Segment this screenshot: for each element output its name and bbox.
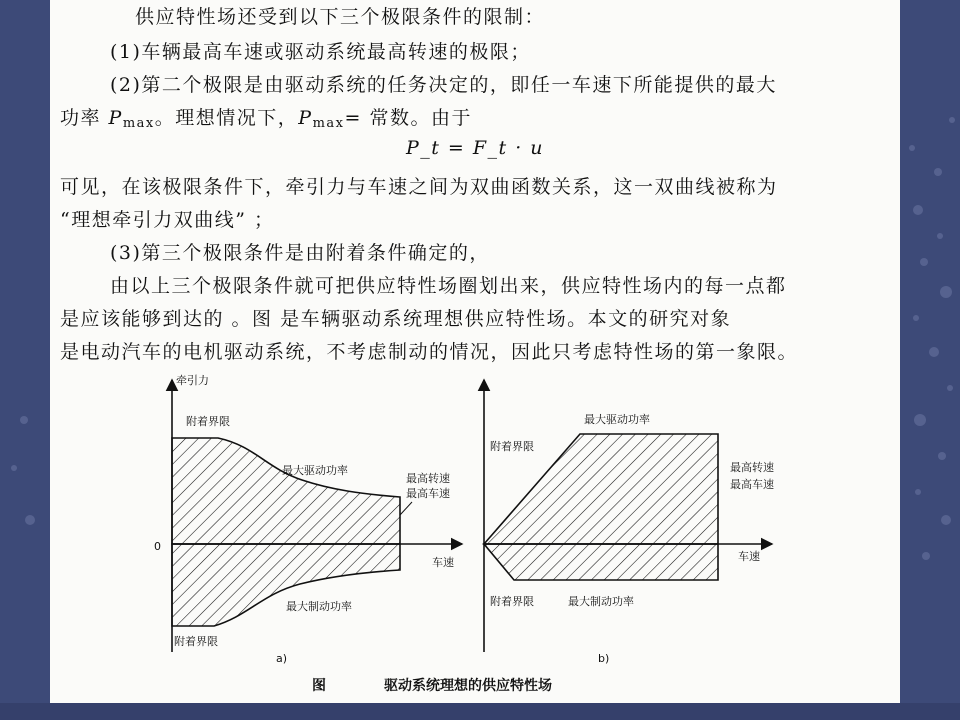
text-line-9: 由以上三个极限条件就可把供应特性场圈划出来，供应特性场内的每一点都 (110, 275, 787, 297)
text-line-10: 是应该能够到达的 。图 是车辆驱动系统理想供应特性场。本文的研究对象 (60, 308, 732, 330)
figure-caption-prefix: 图 (312, 678, 326, 694)
figure-a-sub-label: a) (276, 652, 288, 665)
figure-a-y-axis-label: 牵引力 (176, 374, 209, 387)
text-line-1: 供应特性场还受到以下三个极限条件的限制： (135, 6, 546, 28)
figure-a-adhesion-top-label: 附着界限 (186, 415, 230, 428)
figure-a-max-speed-label-2: 最高车速 (406, 487, 450, 500)
pmax-subscript: max (122, 116, 155, 131)
figure-a-max-drive-power-label: 最大驱动功率 (282, 464, 348, 477)
text-line-3: (2)第二个极限是由驱动系统的任务决定的，即任一车速下所能提供的最大 (110, 74, 777, 96)
figure-a-brake-region (172, 544, 400, 626)
figure-b-max-speed-label-2: 最高车速 (730, 478, 774, 491)
figure-b-brake-region (484, 544, 718, 580)
figure-b-max-brake-power-label: 最大制动功率 (568, 595, 634, 608)
text-line-4-a: 功率 (60, 107, 109, 129)
figure-b-sub-label: b) (598, 652, 610, 665)
text-line-7: “理想牵引力双曲线” ； (60, 209, 275, 231)
figure-b-adhesion-top-label: 附着界限 (490, 440, 534, 453)
text-line-11: 是电动汽车的电机驱动系统，不考虑制动的情况，因此只考虑特性场的第一象限。 (60, 341, 799, 363)
text-line-2: (1)车辆最高车速或驱动系统最高转速的极限； (110, 41, 531, 63)
figure-b-x-axis-label: 车速 (738, 550, 760, 563)
pmax-subscript-2: max (312, 116, 345, 131)
formula: P_t = F_t · u (405, 137, 545, 159)
pmax-symbol-2: P (298, 107, 313, 129)
text-line-4 (60, 103, 890, 131)
figure-a-x-axis-label: 车速 (432, 556, 454, 569)
text-line-6: 可见，在该极限条件下，牵引力与车速之间为双曲函数关系，这一双曲线被称为 (60, 176, 778, 198)
figure-a-drive-region (172, 438, 400, 544)
supply-characteristic-figure (50, 370, 900, 703)
figure-b (484, 380, 774, 665)
figure-caption: 驱动系统理想的供应特性场 (384, 678, 552, 694)
figure-a-origin-label: 0 (154, 540, 161, 553)
figure-a-adhesion-bottom-label: 附着界限 (174, 635, 218, 648)
figure-b-max-drive-power-label: 最大驱动功率 (584, 413, 650, 426)
text-line-4-c: = 常数。由于 (344, 107, 472, 129)
document-page (50, 0, 900, 703)
figure-a-max-speed-label-1: 最高转速 (406, 472, 450, 485)
figure-b-max-speed-label-1: 最高转速 (730, 461, 774, 474)
figure-a-max-brake-power-label: 最大制动功率 (286, 600, 352, 613)
figure-b-adhesion-bottom-label: 附着界限 (490, 595, 534, 608)
figure-a (154, 373, 462, 665)
text-line-8: (3)第三个极限条件是由附着条件确定的， (110, 242, 490, 264)
text-line-4-b: 。理想情况下， (154, 107, 299, 129)
pmax-symbol: P (108, 107, 123, 129)
